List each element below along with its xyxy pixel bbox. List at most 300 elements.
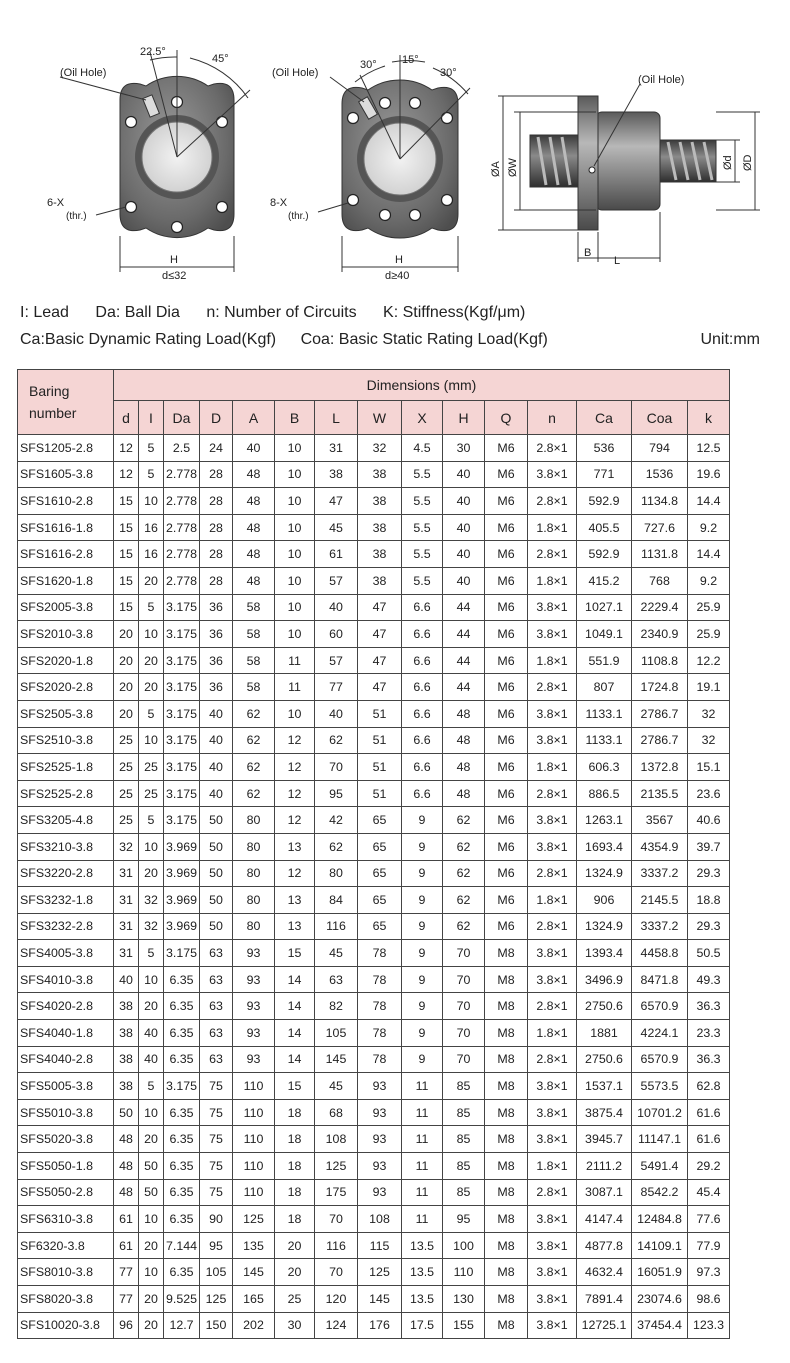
table-cell: 7891.4	[577, 1286, 632, 1313]
table-cell: 40	[443, 567, 485, 594]
table-cell: 31	[114, 860, 139, 887]
table-cell: M6	[485, 674, 528, 701]
table-cell: 2145.5	[632, 887, 688, 914]
table-cell: 10	[139, 1206, 164, 1233]
legend-line-1	[20, 304, 547, 322]
table-cell: 40	[443, 461, 485, 488]
table-cell: 3.8×1	[528, 1286, 577, 1313]
table-cell: 48	[443, 727, 485, 754]
table-cell: 77	[114, 1286, 139, 1313]
table-cell: 38	[358, 488, 402, 515]
table-cell: 906	[577, 887, 632, 914]
table-cell: 61	[114, 1232, 139, 1259]
table-cell: 80	[233, 887, 275, 914]
table-cell: 6.35	[164, 1046, 200, 1073]
table-cell: 10	[139, 966, 164, 993]
table-cell: 40.6	[688, 807, 730, 834]
right-l-label: L	[614, 255, 621, 267]
table-cell: 45.4	[688, 1179, 730, 1206]
table-cell: 2.8×1	[528, 860, 577, 887]
table-cell: 38	[358, 514, 402, 541]
table-cell: 62	[315, 833, 358, 860]
model-number-cell: SFS3205-4.8	[18, 807, 114, 834]
table-cell: 1724.8	[632, 674, 688, 701]
table-cell: 47	[358, 647, 402, 674]
table-row	[18, 833, 730, 860]
table-cell: 13	[275, 913, 315, 940]
table-cell: 65	[358, 807, 402, 834]
table-cell: 50	[139, 1153, 164, 1180]
table-cell: 12	[275, 780, 315, 807]
table-cell: 4632.4	[577, 1259, 632, 1286]
legend-circuits: n: Number of Circuits	[206, 304, 357, 321]
table-cell: 2.778	[164, 514, 200, 541]
table-cell: 30	[275, 1312, 315, 1339]
table-cell: 70	[443, 993, 485, 1020]
table-cell: 125	[315, 1153, 358, 1180]
technical-drawings	[0, 0, 790, 290]
table-cell: 886.5	[577, 780, 632, 807]
table-cell: 78	[358, 940, 402, 967]
model-number-cell: SFS2505-3.8	[18, 700, 114, 727]
table-cell: M6	[485, 913, 528, 940]
table-cell: 10	[139, 1259, 164, 1286]
table-cell: 57	[315, 647, 358, 674]
table-cell: 18	[275, 1206, 315, 1233]
table-cell: 14.4	[688, 488, 730, 515]
table-cell: 6.6	[402, 700, 443, 727]
table-cell: 96	[114, 1312, 139, 1339]
table-cell: 25	[114, 727, 139, 754]
table-cell: M8	[485, 993, 528, 1020]
table-cell: 14	[275, 993, 315, 1020]
model-number-cell: SFS2525-1.8	[18, 754, 114, 781]
table-cell: 98.6	[688, 1286, 730, 1313]
model-number-cell: SFS10020-3.8	[18, 1312, 114, 1339]
table-cell: M6	[485, 887, 528, 914]
table-cell: 48	[114, 1126, 139, 1153]
table-cell: 6.35	[164, 1153, 200, 1180]
table-cell: 23074.6	[632, 1286, 688, 1313]
table-cell: 4354.9	[632, 833, 688, 860]
table-cell: 202	[233, 1312, 275, 1339]
table-cell: 110	[233, 1179, 275, 1206]
table-row	[18, 780, 730, 807]
table-cell: 2.778	[164, 541, 200, 568]
table-cell: 32	[688, 700, 730, 727]
table-cell: 48	[233, 514, 275, 541]
table-cell: 13	[275, 833, 315, 860]
table-cell: 3496.9	[577, 966, 632, 993]
table-cell: 2786.7	[632, 700, 688, 727]
table-cell: 2340.9	[632, 621, 688, 648]
model-header-line-1: Baring	[29, 383, 70, 399]
right-oil-hole-label: (Oil Hole)	[638, 74, 685, 86]
legend-unit: Unit:mm	[700, 331, 760, 348]
table-cell: 36.3	[688, 1046, 730, 1073]
table-cell: 51	[358, 727, 402, 754]
column-header: H	[443, 401, 485, 435]
table-cell: 10	[275, 567, 315, 594]
table-cell: 6.35	[164, 966, 200, 993]
table-cell: 32	[139, 913, 164, 940]
table-cell: 40	[139, 1046, 164, 1073]
table-cell: 2135.5	[632, 780, 688, 807]
table-cell: 61.6	[688, 1126, 730, 1153]
table-cell: 8542.2	[632, 1179, 688, 1206]
table-cell: 175	[315, 1179, 358, 1206]
table-cell: 1372.8	[632, 754, 688, 781]
table-cell: 10	[275, 514, 315, 541]
table-row	[18, 647, 730, 674]
table-cell: 1324.9	[577, 860, 632, 887]
table-cell: 100	[443, 1232, 485, 1259]
table-cell: 155	[443, 1312, 485, 1339]
model-header-line-2: number	[29, 405, 77, 421]
left-thr-label: (thr.)	[66, 211, 87, 222]
table-cell: 78	[358, 1020, 402, 1047]
table-cell: 11	[402, 1099, 443, 1126]
table-cell: 7.144	[164, 1232, 200, 1259]
table-row	[18, 1232, 730, 1259]
table-cell: 807	[577, 674, 632, 701]
table-cell: 62	[233, 780, 275, 807]
table-cell: M6	[485, 860, 528, 887]
table-cell: 9	[402, 1046, 443, 1073]
table-cell: 2229.4	[632, 594, 688, 621]
table-cell: 40	[443, 541, 485, 568]
table-cell: 24	[200, 435, 233, 462]
table-cell: 10	[275, 435, 315, 462]
table-cell: M8	[485, 966, 528, 993]
table-cell: 108	[358, 1206, 402, 1233]
table-row	[18, 541, 730, 568]
table-cell: 1263.1	[577, 807, 632, 834]
table-cell: M8	[485, 1126, 528, 1153]
table-cell: 78	[358, 1046, 402, 1073]
table-cell: 2.8×1	[528, 1046, 577, 1073]
model-number-cell: SFS1605-3.8	[18, 461, 114, 488]
table-cell: 3.969	[164, 833, 200, 860]
table-cell: 20	[114, 621, 139, 648]
model-number-cell: SFS2020-2.8	[18, 674, 114, 701]
table-row	[18, 1259, 730, 1286]
table-cell: 25	[114, 780, 139, 807]
table-cell: 62.8	[688, 1073, 730, 1100]
table-cell: 70	[315, 1206, 358, 1233]
table-cell: 9	[402, 966, 443, 993]
table-cell: 31	[315, 435, 358, 462]
table-cell: 3.175	[164, 674, 200, 701]
table-row	[18, 488, 730, 515]
table-cell: 3.8×1	[528, 1232, 577, 1259]
table-cell: 50	[200, 887, 233, 914]
table-cell: 5	[139, 807, 164, 834]
table-cell: 30	[443, 435, 485, 462]
table-cell: M8	[485, 1312, 528, 1339]
table-cell: 3.8×1	[528, 1073, 577, 1100]
table-cell: 15	[114, 541, 139, 568]
table-cell: 1393.4	[577, 940, 632, 967]
table-cell: 3.8×1	[528, 833, 577, 860]
table-cell: 9	[402, 940, 443, 967]
table-cell: 32	[688, 727, 730, 754]
table-cell: 14109.1	[632, 1232, 688, 1259]
table-cell: 1.8×1	[528, 754, 577, 781]
table-cell: 13.5	[402, 1232, 443, 1259]
table-cell: 63	[200, 940, 233, 967]
table-cell: 3.8×1	[528, 700, 577, 727]
table-cell: 415.2	[577, 567, 632, 594]
table-cell: 50.5	[688, 940, 730, 967]
table-cell: 62	[315, 727, 358, 754]
table-cell: 36	[200, 674, 233, 701]
table-cell: 12	[275, 860, 315, 887]
column-header: L	[315, 401, 358, 435]
table-row	[18, 754, 730, 781]
side-view-drawing	[490, 74, 760, 267]
table-cell: 25.9	[688, 594, 730, 621]
table-cell: 3.175	[164, 807, 200, 834]
table-cell: 4224.1	[632, 1020, 688, 1047]
table-row	[18, 727, 730, 754]
table-cell: 51	[358, 754, 402, 781]
middle-angle-30-b: 30°	[440, 67, 457, 79]
table-cell: 38	[358, 461, 402, 488]
table-cell: 85	[443, 1179, 485, 1206]
table-cell: 31	[114, 887, 139, 914]
table-cell: 15	[275, 1073, 315, 1100]
legend-coa: Coa: Basic Static Rating Load(Kgf)	[300, 331, 548, 348]
table-cell: 93	[233, 966, 275, 993]
table-cell: 6570.9	[632, 993, 688, 1020]
table-cell: 12.5	[688, 435, 730, 462]
table-cell: 110	[443, 1259, 485, 1286]
column-header: d	[114, 401, 139, 435]
table-cell: 2.778	[164, 488, 200, 515]
table-row	[18, 887, 730, 914]
table-cell: 78	[358, 966, 402, 993]
table-cell: 105	[200, 1259, 233, 1286]
table-cell: 3.8×1	[528, 1126, 577, 1153]
table-cell: 25	[139, 780, 164, 807]
table-cell: 12.7	[164, 1312, 200, 1339]
table-cell: 6.35	[164, 1206, 200, 1233]
table-cell: 15.1	[688, 754, 730, 781]
table-row	[18, 461, 730, 488]
table-cell: 2.778	[164, 567, 200, 594]
table-cell: 3.8×1	[528, 1099, 577, 1126]
table-cell: 40	[200, 700, 233, 727]
model-number-cell: SFS1616-2.8	[18, 541, 114, 568]
model-number-cell: SFS3232-1.8	[18, 887, 114, 914]
middle-angle-30-a: 30°	[360, 59, 377, 71]
table-cell: 18	[275, 1126, 315, 1153]
table-cell: 58	[233, 594, 275, 621]
model-header	[18, 370, 114, 435]
table-cell: 47	[358, 594, 402, 621]
table-cell: 1133.1	[577, 727, 632, 754]
table-cell: 15	[114, 567, 139, 594]
table-cell: M6	[485, 541, 528, 568]
table-cell: 125	[358, 1259, 402, 1286]
right-b-label: B	[584, 247, 592, 259]
column-header: k	[688, 401, 730, 435]
table-cell: 3.175	[164, 594, 200, 621]
table-cell: 116	[315, 913, 358, 940]
table-cell: 3.8×1	[528, 966, 577, 993]
table-row	[18, 1046, 730, 1073]
table-row	[18, 1206, 730, 1233]
table-cell: 80	[233, 860, 275, 887]
table-cell: 80	[233, 833, 275, 860]
table-cell: M8	[485, 1179, 528, 1206]
table-cell: 62	[443, 913, 485, 940]
table-cell: M6	[485, 780, 528, 807]
table-cell: 10701.2	[632, 1099, 688, 1126]
table-cell: M8	[485, 1099, 528, 1126]
table-cell: 93	[358, 1179, 402, 1206]
table-cell: 40	[315, 594, 358, 621]
table-cell: 3.8×1	[528, 594, 577, 621]
table-cell: 12	[114, 435, 139, 462]
table-cell: M6	[485, 647, 528, 674]
table-header-row	[18, 370, 730, 401]
model-number-cell: SFS6310-3.8	[18, 1206, 114, 1233]
table-cell: 10	[139, 727, 164, 754]
table-cell: 16	[139, 541, 164, 568]
table-cell: 65	[358, 833, 402, 860]
model-number-cell: SFS5020-3.8	[18, 1126, 114, 1153]
model-number-cell: SFS4020-2.8	[18, 993, 114, 1020]
table-cell: 165	[233, 1286, 275, 1313]
table-cell: 2.5	[164, 435, 200, 462]
table-cell: 10	[139, 488, 164, 515]
model-number-cell: SFS2525-2.8	[18, 780, 114, 807]
table-cell: 2786.7	[632, 727, 688, 754]
table-cell: 3875.4	[577, 1099, 632, 1126]
table-cell: 45	[315, 514, 358, 541]
table-cell: 120	[315, 1286, 358, 1313]
table-cell: 1881	[577, 1020, 632, 1047]
table-cell: 10	[139, 833, 164, 860]
table-cell: 48	[443, 780, 485, 807]
table-cell: 1.8×1	[528, 1020, 577, 1047]
table-cell: 40	[443, 514, 485, 541]
table-cell: 3.8×1	[528, 727, 577, 754]
table-cell: 16051.9	[632, 1259, 688, 1286]
left-oil-hole-label: (Oil Hole)	[60, 67, 107, 79]
middle-d-label: d≥40	[385, 270, 410, 282]
table-cell: 63	[200, 966, 233, 993]
table-cell: 15	[114, 514, 139, 541]
table-cell: 62	[443, 860, 485, 887]
table-cell: 29.2	[688, 1153, 730, 1180]
table-cell: 5.5	[402, 541, 443, 568]
table-cell: 28	[200, 567, 233, 594]
model-number-cell: SFS5005-3.8	[18, 1073, 114, 1100]
table-cell: 13.5	[402, 1259, 443, 1286]
table-cell: 6.35	[164, 1179, 200, 1206]
table-cell: 2.8×1	[528, 674, 577, 701]
table-cell: 3337.2	[632, 913, 688, 940]
table-cell: 12725.1	[577, 1312, 632, 1339]
table-row	[18, 1153, 730, 1180]
table-cell: 150	[200, 1312, 233, 1339]
table-cell: 19.1	[688, 674, 730, 701]
table-cell: 3945.7	[577, 1126, 632, 1153]
table-cell: 3.8×1	[528, 461, 577, 488]
table-cell: 38	[114, 1073, 139, 1100]
table-cell: 11	[402, 1179, 443, 1206]
table-row	[18, 674, 730, 701]
table-cell: 13.5	[402, 1286, 443, 1313]
table-cell: 75	[200, 1153, 233, 1180]
table-cell: 6.35	[164, 1126, 200, 1153]
table-cell: 10	[275, 700, 315, 727]
table-row	[18, 1312, 730, 1339]
table-cell: 16	[139, 514, 164, 541]
table-cell: 95	[315, 780, 358, 807]
model-number-cell: SFS1616-1.8	[18, 514, 114, 541]
legend-ca: Ca:Basic Dynamic Rating Load(Kgf)	[20, 331, 277, 348]
table-cell: 95	[443, 1206, 485, 1233]
table-cell: 93	[233, 940, 275, 967]
table-cell: 62	[233, 700, 275, 727]
table-cell: 48	[443, 700, 485, 727]
table-cell: 14	[275, 966, 315, 993]
table-cell: 36	[200, 647, 233, 674]
table-cell: 63	[200, 1046, 233, 1073]
table-cell: 6.6	[402, 621, 443, 648]
table-cell: 44	[443, 674, 485, 701]
table-cell: 6.6	[402, 727, 443, 754]
table-cell: 62	[443, 833, 485, 860]
table-cell: 3.175	[164, 780, 200, 807]
table-cell: 20	[139, 674, 164, 701]
table-cell: 77.9	[688, 1232, 730, 1259]
table-cell: 75	[200, 1179, 233, 1206]
table-cell: M8	[485, 1153, 528, 1180]
table-cell: 93	[358, 1073, 402, 1100]
table-cell: 110	[233, 1126, 275, 1153]
table-cell: 6.35	[164, 993, 200, 1020]
table-cell: 25	[139, 754, 164, 781]
table-cell: 3.175	[164, 727, 200, 754]
table-cell: 47	[358, 621, 402, 648]
right-dd-label: Ød	[722, 155, 734, 170]
table-cell: M6	[485, 727, 528, 754]
table-cell: 18	[275, 1153, 315, 1180]
table-cell: 3.8×1	[528, 807, 577, 834]
table-body	[18, 435, 730, 1339]
model-number-cell: SFS5050-1.8	[18, 1153, 114, 1180]
table-cell: 60	[315, 621, 358, 648]
table-cell: 2.8×1	[528, 541, 577, 568]
table-cell: 62	[443, 887, 485, 914]
table-cell: 2111.2	[577, 1153, 632, 1180]
table-cell: 11147.1	[632, 1126, 688, 1153]
column-header: Q	[485, 401, 528, 435]
table-cell: 20	[139, 567, 164, 594]
middle-angle-15: 15°	[402, 54, 419, 66]
table-cell: 82	[315, 993, 358, 1020]
table-cell: 10	[275, 461, 315, 488]
table-cell: 20	[139, 647, 164, 674]
flange-drawing-6-hole	[47, 46, 250, 282]
table-row	[18, 514, 730, 541]
table-cell: 63	[200, 1020, 233, 1047]
